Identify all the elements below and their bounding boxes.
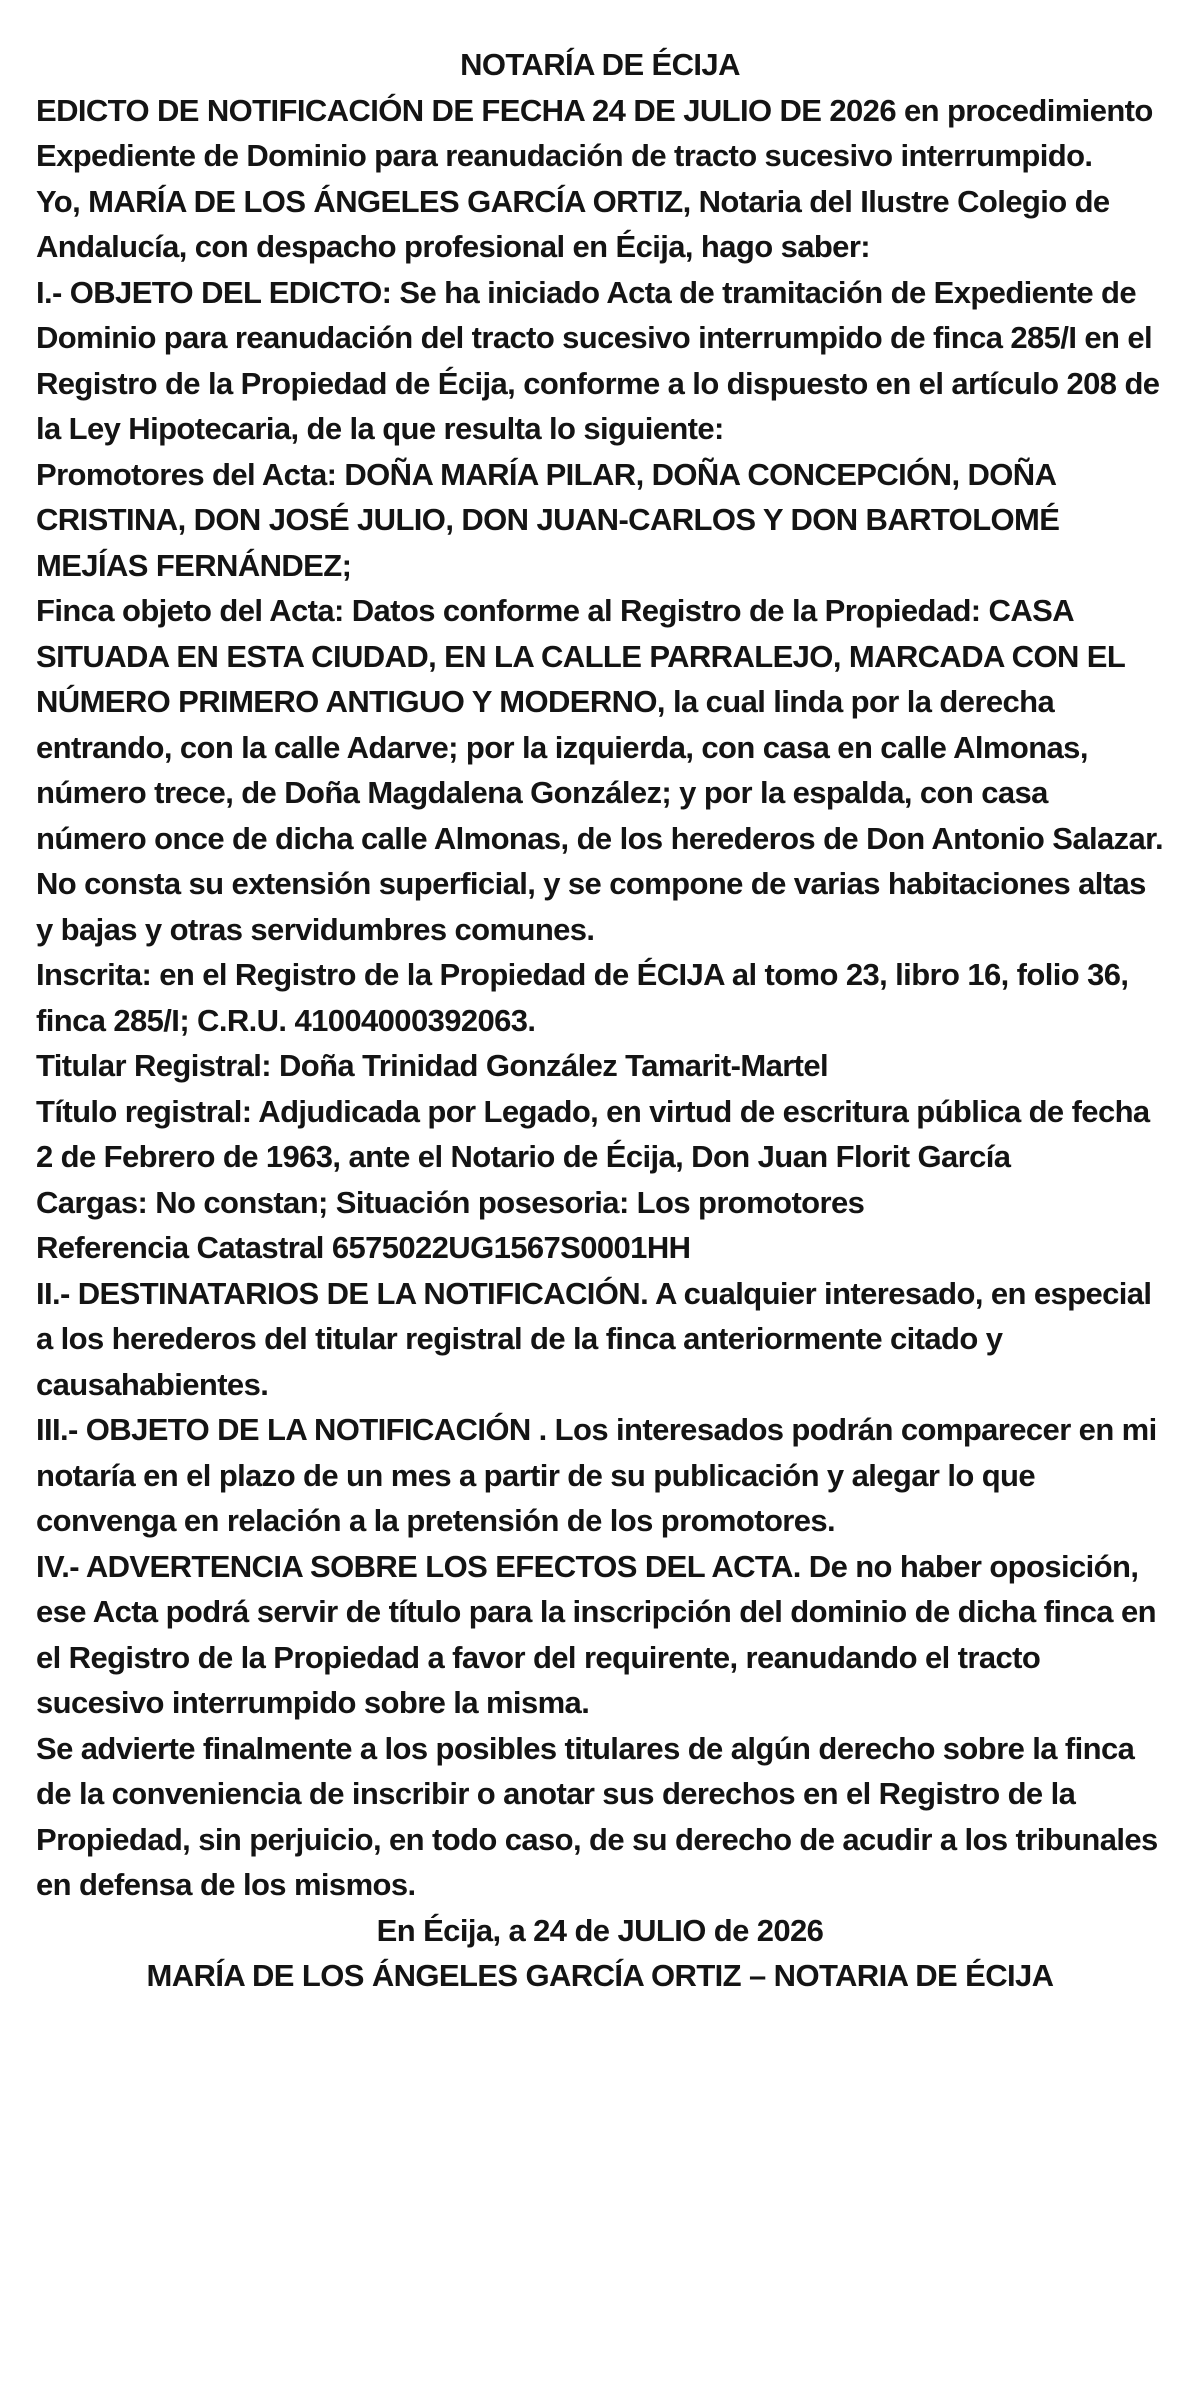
inscrita-paragraph: Inscrita: en el Registro de la Propiedad de ÉCIJA al tomo 23, libro 16, folio 36, finca 285/I; C.R.U. 41004000392063. — [36, 957, 1129, 1038]
date-line: En Écija, a 24 de JULIO de 2026 — [376, 1912, 824, 1948]
titulo-paragraph: Título registral: Adjudicada por Legado, en virtud de escritura pública de fecha 2 de Febrero de 1963, ante el Notario de Écija, Don Juan Florit García — [36, 1093, 1150, 1174]
notary-declaration: Yo, MARÍA DE LOS ÁNGELES GARCÍA ORTIZ, Notaria del Ilustre Colegio de Andalucía, con despacho profesional en Écija, hago saber: — [36, 183, 1110, 264]
document-heading: NOTARÍA DE ÉCIJA — [460, 47, 740, 82]
promotores-paragraph: Promotores del Acta: DOÑA MARÍA PILAR, DOÑA CONCEPCIÓN, DOÑA CRISTINA, DON JOSÉ JULIO, DON JUAN-CARLOS Y DON BARTOLOMÉ MEJÍAS FERNÁNDEZ; — [36, 456, 1060, 583]
final-advertencia: Se advierte finalmente a los posibles titulares de algún derecho sobre la finca de la conveniencia de inscribir o anotar sus derechos en el Registro de la Propiedad, sin perjuicio, en todo caso, de su derecho de acudir a los tribunales en defensa de los mismos. — [36, 1730, 1158, 1902]
section-objeto-notificacion: III.- OBJETO DE LA NOTIFICACIÓN . Los interesados podrán comparecer en mi notaría en el plazo de un mes a partir de su publicación y alegar lo que convenga en relación a la pretensión de los promotores. — [36, 1412, 1157, 1538]
finca-paragraph: Finca objeto del Acta: Datos conforme al Registro de la Propiedad: CASA SITUADA EN ESTA CIUDAD, EN LA CALLE PARRALEJO, MARCADA CON EL NÚMERO PRIMERO ANTIGUO Y MODERNO, la cual linda por la derecha entrando, con la calle Adarve; por la izquierda, con casa en calle Almonas, número trece, de Doña Magdalena González; y por la espalda, con casa número once de dicha calle Almonas, de los herederos de Don Antonio Salazar. — [36, 593, 1163, 856]
signature-line: MARÍA DE LOS ÁNGELES GARCÍA ORTIZ – NOTARIA DE ÉCIJA — [146, 1958, 1054, 1993]
section-objeto-edicto: I.- OBJETO DEL EDICTO: Se ha iniciado Acta de tramitación de Expediente de Dominio para reanudación del tracto sucesivo interrumpido de finca 285/I en el Registro de la Propiedad de Écija, conforme a lo dispuesto en el artículo 208 de la Ley Hipotecaria, de la que resulta lo siguiente: — [36, 274, 1160, 446]
section-advertencia-efectos: IV.- ADVERTENCIA SOBRE LOS EFECTOS DEL ACTA. De no haber oposición, ese Acta podrá servir de título para la inscripción del dominio de dicha finca en el Registro de la Propiedad a favor del requirente, reanudando el tracto sucesivo interrumpido sobre la misma. — [36, 1548, 1156, 1720]
section-destinatarios: II.- DESTINATARIOS DE LA NOTIFICACIÓN. A cualquier interesado, en especial a los herederos del titular registral de la finca anteriormente citado y causahabientes. — [36, 1275, 1152, 1402]
cargas-paragraph: Cargas: No constan; Situación posesoria: Los promotores — [36, 1184, 865, 1220]
edict-intro: EDICTO DE NOTIFICACIÓN DE FECHA 24 DE JULIO DE 2026 en procedimiento Expediente de Dominio para reanudación de tracto sucesivo interrumpido. — [36, 92, 1153, 173]
titular-paragraph: Titular Registral: Doña Trinidad González Tamarit-Martel — [36, 1048, 829, 1083]
referencia-catastral: Referencia Catastral 6575022UG1567S0001HH — [36, 1230, 691, 1265]
extension-paragraph: No consta su extensión superficial, y se compone de varias habitaciones altas y bajas y otras servidumbres comunes. — [36, 866, 1146, 947]
